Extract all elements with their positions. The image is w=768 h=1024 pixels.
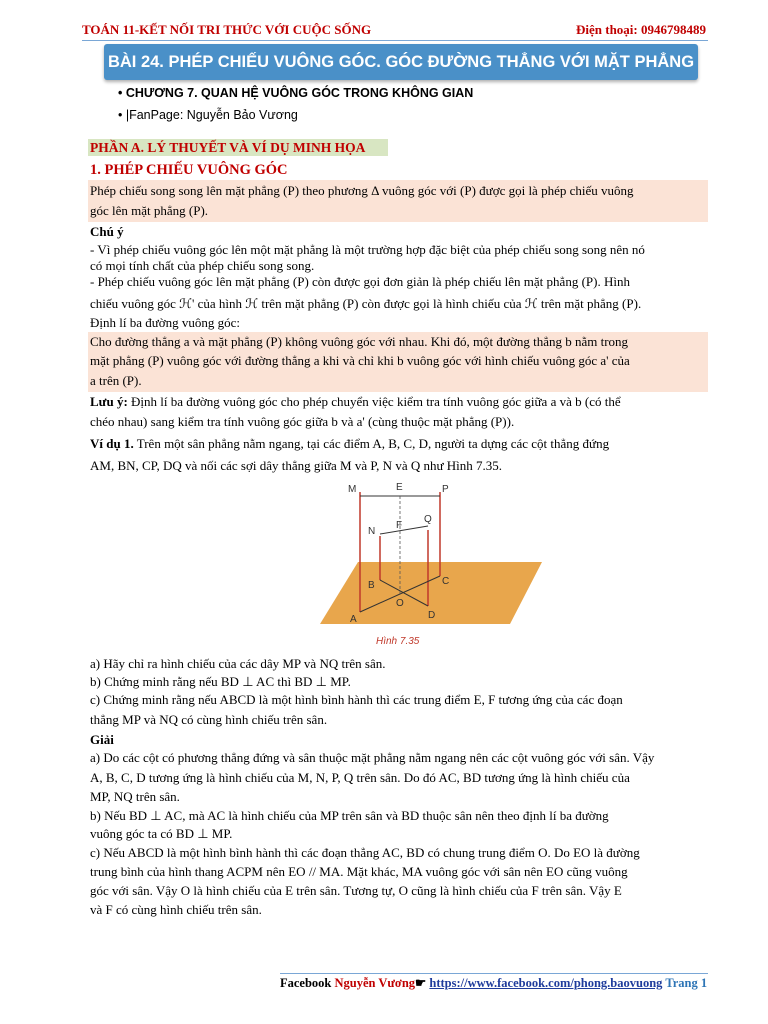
label-b: B [368, 580, 375, 591]
theorem-line-1: Cho đường thẳng a và mặt phẳng (P) không vuông góc với nhau. Khi đó, một đường thẳng b nằm trong [90, 334, 629, 349]
note-line-2: có mọi tính chất của phép chiếu song song. [90, 258, 315, 273]
facebook-link[interactable]: https://www.facebook.com/phong.baovuong [429, 976, 663, 990]
label-c: C [442, 576, 450, 587]
note-line-5: Định lí ba đường vuông góc: [90, 315, 241, 330]
header-divider [82, 40, 708, 41]
remark-label: Lưu ý: [90, 394, 128, 409]
header-left: TOÁN 11-KẾT NỐI TRI THỨC VỚI CUỘC SỐNG [82, 22, 372, 37]
label-o: O [396, 598, 404, 609]
footer [280, 975, 707, 991]
label-m: M [348, 484, 357, 495]
label-p: P [442, 484, 449, 495]
section-1-heading: 1. PHÉP CHIẾU VUÔNG GÓC [90, 162, 288, 178]
theorem-line-2: mặt phẳng (P) vuông góc với đường thẳng a khi và chỉ khi b vuông góc với hình chiếu vuông góc a' của [90, 353, 630, 368]
question-c-line-2: thẳng MP và NQ có cùng hình chiếu trên sân. [90, 712, 328, 727]
solution-line-6: c) Nếu ABCD là một hình bình hành thì các đoạn thẳng AC, BD có chung trung điểm O. Do EO là đường [90, 845, 640, 860]
solution-line-4: b) Nếu BD ⊥ AC, mà AC là hình chiếu của MP trên sân và BD thuộc sân nên theo định lí ba đường [90, 808, 609, 823]
solution-line-3: MP, NQ trên sân. [90, 789, 180, 804]
note-title: Chú ý [90, 224, 124, 239]
figure-7-35 [320, 476, 548, 652]
pointing-hand-icon: ☛ [415, 976, 430, 990]
figure-caption: Hình 7.35 [376, 636, 420, 647]
remark-line-1 [90, 392, 706, 412]
example-line-1 [90, 434, 706, 454]
solution-line-9: và F có cùng hình chiếu trên sân. [90, 902, 262, 917]
remark-text-1: Định lí ba đường vuông góc cho phép chuyển việc kiểm tra tính vuông góc giữa a và b (có thể [127, 394, 621, 409]
label-a: A [350, 614, 357, 625]
footer-divider [280, 973, 708, 974]
label-f: F [396, 520, 403, 531]
question-a: a) Hãy chỉ ra hình chiếu của các dây MP và NQ trên sân. [90, 656, 386, 671]
example-text-1: Trên một sân phẳng nằm ngang, tại các điểm A, B, C, D, người ta dựng các cột thẳng đứng [133, 436, 610, 451]
label-q: Q [424, 514, 432, 525]
solution-line-7: trung bình của hình thang ACPM nên EO // MA. Mặt khác, MA vuông góc với sân nên EO cũng vuông [90, 864, 628, 879]
wire-nq [380, 526, 428, 534]
solution-line-2: A, B, C, D tương ứng là hình chiếu của M, N, P, Q trên sân. Do đó AC, BD tương ứng là hình chiếu của [90, 770, 630, 785]
question-b: b) Chứng minh rằng nếu BD ⊥ AC thì BD ⊥ MP. [90, 674, 351, 689]
solution-line-8: góc với sân. Vậy O là hình chiếu của E trên sân. Tương tự, O cũng là hình chiếu của F trên sân. Vậy E [90, 883, 622, 898]
fanpage-bullet: • |FanPage: Nguyễn Bảo Vương [118, 108, 298, 122]
example-line-2: AM, BN, CP, DQ và nối các sợi dây thẳng giữa M và P, N và Q như Hình 7.35. [90, 458, 503, 473]
header-phone: Điện thoại: 0946798489 [576, 22, 706, 37]
example-label: Ví dụ 1. [90, 436, 134, 451]
theorem-line-3: a trên (P). [90, 373, 142, 388]
footer-prefix: Facebook [280, 976, 335, 990]
note-line-1: - Vì phép chiếu vuông góc lên một mặt phẳng là một trường hợp đặc biệt của phép chiếu song song nên nó [90, 242, 645, 257]
definition-line-1: Phép chiếu song song lên mặt phẳng (P) theo phương Δ vuông góc với (P) được gọi là phép chiếu vuông [90, 183, 634, 198]
lesson-title-banner: BÀI 24. PHÉP CHIẾU VUÔNG GÓC. GÓC ĐƯỜNG THẲNG VỚI MẶT PHẲNG [104, 44, 698, 80]
question-c-line-1: c) Chứng minh rằng nếu ABCD là một hình bình hành thì các trung điểm E, F tương ứng của các đoạn [90, 692, 623, 707]
chapter-bullet: • CHƯƠNG 7. QUAN HỆ VUÔNG GÓC TRONG KHÔNG GIAN [118, 86, 474, 100]
solution-line-5: vuông góc ta có BD ⊥ MP. [90, 826, 233, 841]
note-line-3: - Phép chiếu vuông góc lên mặt phẳng (P) còn được gọi đơn giản là phép chiếu lên mặt phẳng (P). Hình [90, 274, 630, 289]
label-e: E [396, 482, 403, 493]
footer-author: Nguyễn Vương [334, 976, 416, 990]
solution-title: Giải [90, 732, 114, 747]
remark-line-2: chéo nhau) sang kiểm tra tính vuông góc giữa b và a' (cùng thuộc mặt phẳng (P)). [90, 414, 515, 429]
bullet-list [118, 82, 473, 126]
note-line-4: chiếu vuông góc ℋ' của hình ℋ trên mặt phẳng (P) còn được gọi là hình chiếu của ℋ trên mặt phẳng (P). [90, 296, 642, 311]
part-a-heading: PHẦN A. LÝ THUYẾT VÀ VÍ DỤ MINH HỌA [90, 140, 366, 155]
solution-line-1: a) Do các cột có phương thẳng đứng và sân thuộc mặt phẳng nằm ngang nên các cột vuông góc với sân. Vậy [90, 750, 655, 765]
page-number: Trang 1 [662, 976, 708, 990]
definition-line-2: góc lên mặt phẳng (P). [90, 203, 209, 218]
label-d: D [428, 610, 436, 621]
label-n: N [368, 526, 376, 537]
